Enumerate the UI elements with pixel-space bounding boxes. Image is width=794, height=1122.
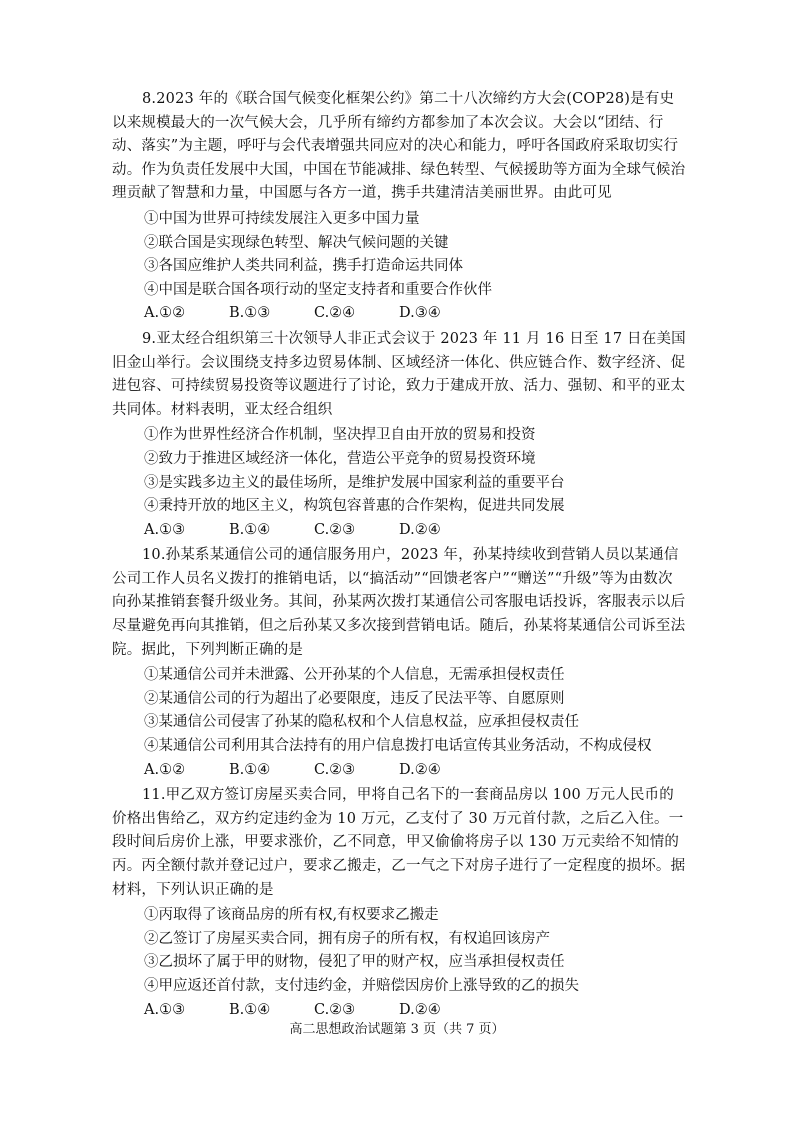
option-1: ①某通信公司并未泄露、公开孙某的个人信息，无需承担侵权责任 <box>144 667 565 684</box>
option-3: ③某通信公司侵害了孙某的隐私权和个人信息权益，应承担侵权责任 <box>144 714 579 731</box>
question-9 <box>112 328 687 542</box>
choice-a: A.①② <box>144 761 186 778</box>
option-2: ②乙签订了房屋买卖合同，拥有房子的所有权，有权追回该房产 <box>144 930 550 947</box>
option-1: ①中国为世界可持续发展注入更多中国力量 <box>144 210 420 227</box>
question-stem: 10.孙某系某通信公司的通信服务用户，2023 年，孙某持续收到营销人员以某通信公司工作人员名义拨打的推销电话，以“搞活动”“回馈老客户”“赠送”“升级”等为由数次向孙某推销套餐升级业务。其间，孙某两次拨打某通信公司客服电话投诉，客服表示以后尽量避免再向其推销，但之后孙某又多次接到营销电话。随后，孙某将某通信公司诉至法院。据此，下列判断正确的是 <box>112 547 686 658</box>
choice-a: A.①② <box>144 305 186 322</box>
answer-choices <box>144 999 687 1023</box>
page-footer: 高二思想政治试题第 3 页（共 7 页） <box>289 1022 505 1037</box>
option-4: ④某通信公司利用其合法持有的用户信息拨打电话宣传其业务活动，不构成侵权 <box>144 738 652 755</box>
question-11 <box>112 784 687 1022</box>
choice-b: B.①③ <box>229 305 271 322</box>
option-4: ④甲应返还首付款，支付违约金，并赔偿因房价上涨导致的乙的损失 <box>144 977 579 994</box>
choice-c: C.②③ <box>314 761 356 778</box>
option-1: ①作为世界性经济合作机制，坚决捍卫自由开放的贸易和投资 <box>144 427 536 444</box>
choice-b: B.①④ <box>229 761 271 778</box>
option-4: ④秉持开放的地区主义，构筑包容普惠的合作架构，促进共同发展 <box>144 498 565 515</box>
question-8 <box>112 88 687 326</box>
questions-area <box>112 88 687 1024</box>
choice-a: A.①③ <box>144 1001 186 1018</box>
question-stem: 8.2023 年的《联合国气候变化框架公约》第二十八次缔约方大会(COP28)是有史以来规模最大的一次气候大会，几乎所有缔约方都参加了本次会议。大会以“团结、行动、落实”为主题，呼吁与会代表增强共同应对的决心和能力，呼吁各国政府采取切实行动。作为负责任发展中大国，中国在节能减排、绿色转型、气候援助等方面为全球气候治理贡献了智慧和力量，中国愿与各方一道，携手共建清洁美丽世界。由此可见 <box>112 91 686 202</box>
option-3: ③乙损坏了属于甲的财物，侵犯了甲的财产权，应当承担侵权责任 <box>144 954 565 971</box>
choice-c: C.②③ <box>314 1001 356 1018</box>
choice-d: D.③④ <box>399 305 441 322</box>
choice-c: C.②④ <box>314 305 356 322</box>
choice-d: D.②④ <box>399 521 441 538</box>
question-10 <box>112 544 687 782</box>
option-2: ②致力于推进区域经济一体化，营造公平竞争的贸易投资环境 <box>144 450 536 467</box>
option-1: ①丙取得了该商品房的所有权,有权要求乙搬走 <box>144 907 439 924</box>
option-3: ③各国应维护人类共同利益，携手打造命运共同体 <box>144 258 463 275</box>
choice-d: D.②④ <box>399 761 441 778</box>
choice-a: A.①③ <box>144 521 186 538</box>
option-2: ②某通信公司的行为超出了必要限度，违反了民法平等、自愿原则 <box>144 690 565 707</box>
answer-choices <box>144 519 687 543</box>
question-stem: 9.亚太经合组织第三十次领导人非正式会议于 2023 年 11 月 16 日至 17 日在美国旧金山举行。会议围绕支持多边贸易体制、区域经济一体化、供应链合作、数字经济、促进包容、可持续贸易投资等议题进行了讨论，致力于建成开放、活力、强韧、和平的亚太共同体。材料表明，亚太经合组织 <box>112 330 686 418</box>
option-3: ③是实践多边主义的最佳场所，是维护发展中国家利益的重要平台 <box>144 474 565 491</box>
option-4: ④中国是联合国各项行动的坚定支持者和重要合作伙伴 <box>144 281 492 298</box>
choice-d: D.②④ <box>399 1001 441 1018</box>
option-2: ②联合国是实现绿色转型、解决气候问题的关键 <box>144 234 449 251</box>
choice-b: B.①④ <box>229 521 271 538</box>
answer-choices <box>144 759 687 783</box>
choice-b: B.①④ <box>229 1001 271 1018</box>
question-stem: 11.甲乙双方签订房屋买卖合同，甲将自己名下的一套商品房以 100 万元人民币的价格出售给乙，双方约定违约金为 10 万元，乙支付了 30 万元首付款，之后乙入住。一段时间后房价上涨，甲要求涨价，乙不同意，甲又偷偷将房子以 130 万元卖给不知情的丙。丙全额付款并登记过户，要求乙搬走，乙一气之下对房子进行了一定程度的损坏。据材料，下列认识正确的是 <box>112 787 686 898</box>
answer-choices <box>144 302 687 326</box>
choice-c: C.②③ <box>314 521 356 538</box>
